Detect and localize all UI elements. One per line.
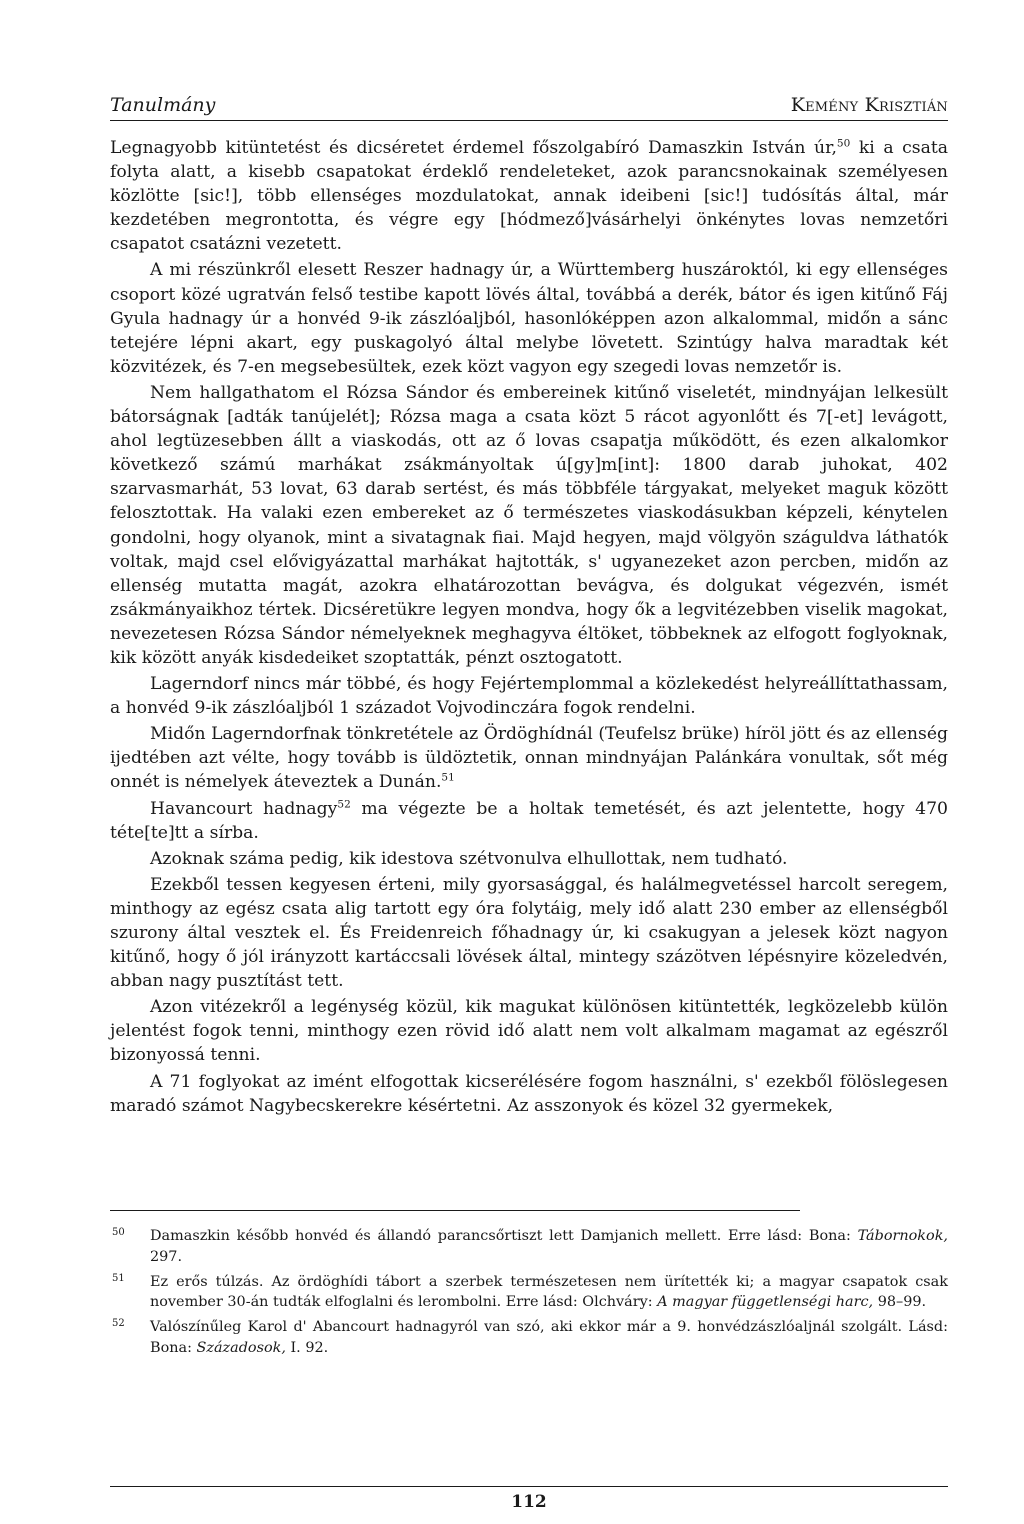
bottom-rule [110, 1486, 948, 1487]
text-run: Havancourt hadnagy [150, 798, 338, 819]
paragraph [110, 797, 948, 845]
page-number: 112 [511, 1492, 547, 1512]
text-run: ki a csata folyta alatt, a kisebb csapatokat érdeklő rendeleteket, azok parancsnokainak személyesen közlötte [sic!], több ellenséges mozdulatokat, annak ideibeni [sic!] tudósítás által, már kezdetében megrontotta, és végre egy [hódmező]vásárhelyi önkénytes lovas nemzetőri csapatot csatázni vezetett. [110, 138, 948, 255]
italic-text: Tábornokok, [857, 1228, 948, 1244]
footnote [110, 1272, 948, 1314]
text-run: Ezekből tessen kegyesen érteni, mily gyorsasággal, és halálmegvetéssel harcolt seregem, minthogy az egész csata alig tartott egy óra folytáig, mely idő alatt 230 ember az ellenségből szurony által vesztek el. És Freidenreich főhadnagy úr, ki csakugyan a jelesek közt nagyon kitűnő, hogy ő jól irányzott kartáccsali lövések által, mintegy százötven lépésnyire közeledvén, abban nagy pusztítást tett. [110, 874, 948, 992]
text-run: Ez erős túlzás. Az ördöghídi tábort a szerbek természetesen nem ürítették ki; a magyar csapatok csak november 30-án tudták elfoglalni és lerombolni. Erre lásd: Olchváry: [150, 1273, 948, 1311]
footnotes [110, 1226, 948, 1363]
paragraph [110, 258, 948, 378]
footnote-separator [110, 1210, 800, 1211]
text-run: 98–99. [873, 1294, 927, 1311]
paragraph [110, 381, 948, 670]
text-run: A 71 foglyokat az imént elfogottak kicserélésére fogom használni, s' ezekből fölöslegesen maradó számot Nagybecskerekre késértetni. Az asszonyok és közel 32 gyermekek, [110, 1071, 948, 1116]
paragraph [110, 995, 948, 1067]
italic-text: Századosok, [196, 1339, 286, 1356]
text-run: Valószínűleg Karol d' Abancourt hadnagyról van szó, aki ekkor már a 9. honvédzászlóaljnál szolgált. Lásd: Bona: [150, 1319, 948, 1356]
footnote-number: 50 [112, 1227, 125, 1238]
footnote [110, 1317, 948, 1359]
author-name: Kemény Krisztián [790, 94, 948, 116]
footnote-number: 51 [112, 1272, 125, 1284]
text-run: Nem hallgathatom el Rózsa Sándor és embereinek kitűnő viseletét, mindnyájan lelkesült bátorságnak [adták tanújelét]; Rózsa maga a csata közt 5 rácot agyonlőtt és 7[-et] levágott, ahol legtüzesebben állt a viaskodás, ott az ő lovas csapatja működött, és ezen alkalomkor következő számú marhákat zsákmányoltak ú[gy]m[int]: 1800 darab juhokat, 402 szarvasmarhát, 53 lovat, 63 darab sertést, és más többféle tárgyakat, melyeket maguk között felosztottak. Ha valaki ezen embereket az ő természetes viaskodásukban képzeli, kénytelen gondolni, hogy olyanok, mint a sivatagnak fiai. Majd hegyen, majd völgyön száguldva láthatók voltak, majd csel elővigyázattal marhákat hajtották, s' ugyanezeket azon percben, midőn az ellenség mutatta magát, azokra elhatározottan bevágva, és dolgukat végezvén, ismét zsákmányaikhoz tértek. Dicséretükre legyen mondva, hogy ők a legvitézebben viselik magokat, nevezetesen Rózsa Sándor némelyeknek meghagyva éltöket, többeknek az elfogott foglyoknak, kik között anyák kisdedeiket szoptatták, pénzt osztogatott. [110, 382, 948, 668]
paragraph [110, 847, 948, 871]
paragraph [110, 672, 948, 720]
paragraph [110, 136, 948, 256]
running-head [110, 90, 948, 121]
text-run: Lagerndorf nincs már többé, és hogy Fejértemplommal a közlekedést helyreállíttathassam, a honvéd 9-ik zászlóaljból 1 századot Vojvodinczára fogok rendelni. [110, 674, 948, 719]
text-run: 297. [150, 1248, 183, 1265]
paragraph [110, 1070, 948, 1118]
text-run: ma végezte be a holtak temetését, és azt jelentette, hogy 470 téte[te]tt a sírba. [110, 798, 948, 843]
italic-text: A magyar függetlenségi harc, [657, 1294, 874, 1311]
footnote [110, 1226, 948, 1268]
text-run: Azon vitézekről a legénység közül, kik magukat különösen kitüntették, legközelebb külön jelentést fogok tenni, minthogy ezen rövid idő alatt nem volt alkalmam magamat az egészről bizonyossá tenni. [110, 997, 948, 1066]
text-run: Damaszkin később honvéd és állandó parancsőrtiszt lett Damjanich mellett. Erre lásd: Bona: [150, 1228, 858, 1244]
text-run: Midőn Lagerndorfnak tönkretétele az Ördöghídnál (Teufelsz brüke) híröl jött és az ellenség ijedtében azt vélte, hogy tovább is üldöztetik, onnan mindnyájan Palánkára vonultak, sőt még onnét is némelyek áteveztek a Dunán. [110, 724, 948, 793]
text-run: Azoknak száma pedig, kik idestova szétvonulva elhullottak, nem tudható. [150, 848, 788, 869]
footnote-ref: 51 [441, 771, 455, 784]
paragraph [110, 873, 948, 993]
text-run: A mi részünkről elesett Reszer hadnagy úr, a Württemberg huszároktól, ki egy ellenséges csoport közé ugratván felső testibe kapott lövés által, továbbá a derék, bátor és igen kitűnő Fáj Gyula hadnagy úr a honvéd 9-ik zászlóaljból, hasonlóképpen azon alkalommal, midőn a sánc tetejére lépni akart, egy puskagolyó által melybe lövetett. Szintúgy halva maradtak két közvitézek, és 7-en megsebesültek, ezek közt vagyon egy szegedi lovas nemzetőr is. [110, 260, 948, 377]
footnote-ref: 50 [836, 137, 851, 150]
section-label: Tanulmány [110, 94, 216, 116]
text-run: I. 92. [285, 1339, 329, 1356]
paragraph [110, 722, 948, 794]
footnote-number: 52 [112, 1318, 125, 1330]
text-run: Legnagyobb kitüntetést és dicséretet érdemel főszolgabíró Damaszkin István úr, [110, 138, 837, 158]
article-body [110, 136, 948, 1120]
footnote-ref: 52 [337, 797, 351, 810]
